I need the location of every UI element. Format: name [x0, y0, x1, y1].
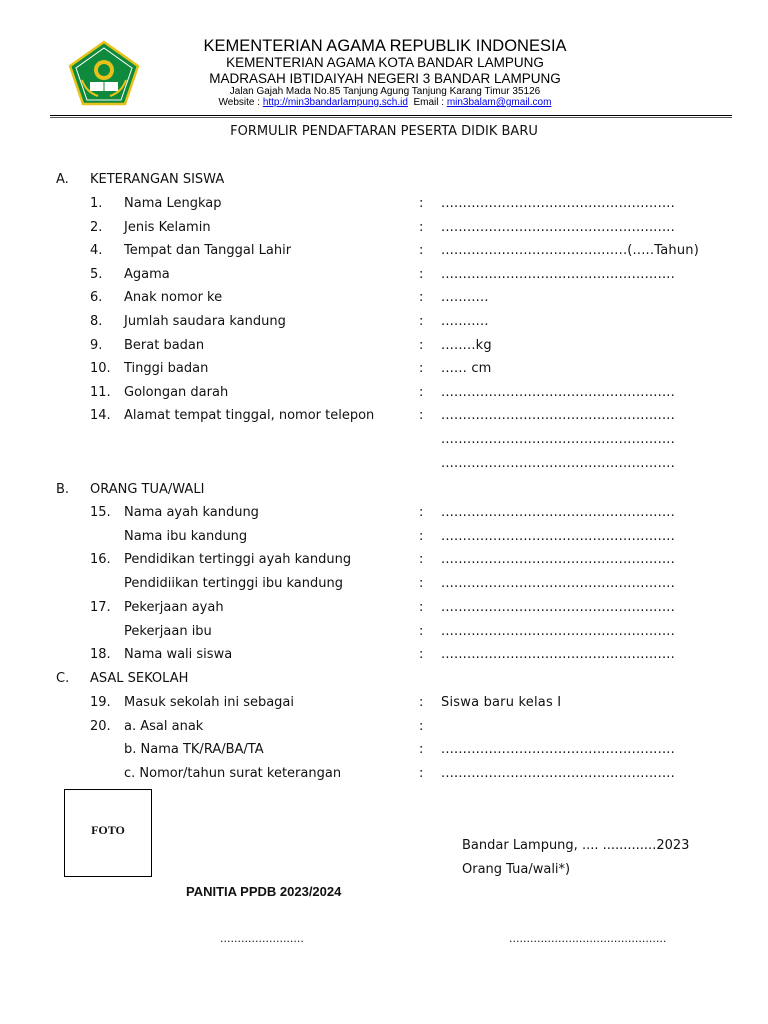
field-label: a. Asal anak [124, 718, 204, 734]
section-title: ORANG TUA/WALI [90, 482, 205, 497]
field-colon: : [419, 243, 424, 259]
email-link[interactable]: min3balam@gmail.com [446, 97, 552, 108]
field-value[interactable]: ...................................................... [441, 384, 675, 400]
field-value[interactable]: ...................................................... [441, 266, 675, 282]
form-field-row [0, 600, 768, 620]
field-label: Jenis Kelamin [124, 219, 211, 235]
website-label: Website : [218, 97, 263, 108]
field-value[interactable]: ........kg [441, 337, 492, 353]
field-value[interactable]: ...................................................... [441, 623, 675, 639]
field-value[interactable]: ...................................................... [441, 408, 675, 424]
photo-label: FOTO [91, 823, 125, 837]
field-colon: : [419, 623, 424, 639]
field-colon: : [419, 219, 424, 235]
field-colon: : [419, 718, 424, 734]
field-colon: : [419, 528, 424, 544]
header-divider [50, 115, 732, 116]
form-field-row [0, 338, 768, 358]
form-field-row [0, 290, 768, 310]
field-value[interactable]: ...................................................... [441, 196, 675, 211]
website-link[interactable]: http://min3bandarlampung.sch.id [262, 97, 408, 108]
field-label: Nama Lengkap [124, 196, 222, 211]
form-field-row [0, 719, 768, 739]
signature-place-date: Bandar Lampung, .... .............2023 [462, 838, 690, 853]
form-field-row [0, 742, 768, 762]
field-colon: : [419, 742, 424, 758]
form-field-row [0, 432, 768, 452]
email-label: Email : [407, 97, 447, 108]
header-ministry-city: KEMENTERIAN AGAMA KOTA BANDAR LAMPUNG [226, 55, 544, 70]
field-number: 14. [90, 408, 111, 424]
section-letter: C. [56, 671, 70, 686]
form-field-row [0, 314, 768, 334]
header-school-name: MADRASAH IBTIDAIYAH NEGERI 3 BANDAR LAMPUNG [209, 71, 561, 86]
field-colon: : [419, 647, 424, 663]
field-number: 18. [90, 647, 111, 663]
field-number: 17. [90, 599, 111, 615]
field-value[interactable]: ...................................................... [441, 505, 675, 520]
field-label: Pekerjaan ibu [124, 623, 212, 639]
field-label: Alamat tempat tinggal, nomor telepon [124, 408, 375, 424]
field-number: 4. [90, 243, 103, 259]
field-label: Pendidiikan tertinggi ibu kandung [124, 576, 343, 592]
field-colon: : [419, 384, 424, 400]
field-number: 5. [90, 266, 103, 282]
field-number: 6. [90, 290, 103, 306]
field-label: b. Nama TK/RA/BA/TA [124, 742, 264, 758]
field-colon: : [419, 290, 424, 306]
field-number: 11. [90, 384, 111, 400]
field-value[interactable]: ...................................................... [441, 647, 675, 663]
header-address: Jalan Gajah Mada No.85 Tanjung Agung Tanjung Karang Timur 35126 [229, 86, 541, 97]
field-value[interactable]: ...................................................... [441, 766, 675, 782]
form-field-row [0, 529, 768, 549]
committee-label: PANITIA PPDB 2023/2024 [186, 884, 342, 899]
field-value[interactable]: ...... cm [441, 361, 492, 377]
field-label: Tempat dan Tanggal Lahir [124, 243, 292, 259]
field-colon: : [419, 408, 424, 424]
committee-signature-line: ........................ [220, 932, 304, 945]
section-title: KETERANGAN SISWA [90, 172, 225, 187]
form-field-row [0, 695, 768, 715]
field-number: 2. [90, 219, 103, 235]
field-label: Anak nomor ke [124, 290, 223, 306]
form-field-row [0, 505, 768, 525]
section-c-heading [0, 671, 768, 691]
form-field-row [0, 385, 768, 405]
kemenag-logo-icon [68, 40, 140, 106]
field-label: Masuk sekolah ini sebagai [124, 695, 295, 710]
header-contact [180, 97, 590, 108]
form-field-row [0, 408, 768, 428]
section-letter: B. [56, 482, 70, 497]
header-divider-thin [50, 117, 732, 118]
form-field-row [0, 576, 768, 596]
field-number: 15. [90, 505, 111, 520]
field-value[interactable]: ...................................................... [441, 599, 675, 615]
field-colon: : [419, 196, 424, 211]
field-value[interactable]: ........... [441, 290, 489, 306]
field-value[interactable]: ...................................................... [441, 528, 675, 544]
field-value[interactable]: Siswa baru kelas I [441, 695, 562, 710]
field-number: 10. [90, 361, 111, 377]
field-colon: : [419, 576, 424, 592]
field-number: 9. [90, 337, 103, 353]
form-field-row [0, 647, 768, 667]
field-label: Pendidikan tertinggi ayah kandung [124, 552, 352, 568]
field-value[interactable]: ...................................................... [441, 576, 675, 592]
form-field-row [0, 624, 768, 644]
form-field-row [0, 243, 768, 263]
section-letter: A. [56, 172, 69, 187]
field-number: 16. [90, 552, 111, 568]
field-label: c. Nomor/tahun surat keterangan [124, 766, 342, 782]
field-colon: : [419, 695, 424, 710]
form-title: FORMULIR PENDAFTARAN PESERTA DIDIK BARU [230, 124, 538, 139]
field-colon: : [419, 314, 424, 329]
field-label: Nama ibu kandung [124, 528, 248, 544]
field-value[interactable]: ...................................................... [441, 742, 675, 758]
parent-signature-line: ............................................. [509, 932, 667, 945]
form-field-row [0, 361, 768, 381]
form-field-row [0, 552, 768, 572]
field-value[interactable]: ...................................................... [441, 432, 675, 447]
field-label: Berat badan [124, 337, 205, 353]
field-label: Nama wali siswa [124, 647, 233, 663]
header-ministry-national: KEMENTERIAN AGAMA REPUBLIK INDONESIA [203, 37, 567, 55]
form-field-row [0, 766, 768, 786]
field-colon: : [419, 337, 424, 353]
field-label: Jumlah saudara kandung [124, 314, 286, 329]
field-value[interactable]: ...................................................... [441, 219, 675, 235]
field-label: Nama ayah kandung [124, 505, 259, 520]
section-title: ASAL SEKOLAH [90, 671, 189, 686]
field-number: 1. [90, 196, 103, 211]
field-colon: : [419, 552, 424, 568]
field-number: 20. [90, 718, 111, 734]
field-value[interactable]: ...................................................... [441, 455, 675, 471]
field-label: Agama [124, 266, 170, 282]
field-number: 8. [90, 314, 103, 329]
field-colon: : [419, 361, 424, 377]
form-field-row [0, 267, 768, 287]
field-value[interactable]: ........... [441, 314, 489, 329]
field-colon: : [419, 505, 424, 520]
field-colon: : [419, 266, 424, 282]
section-b-heading [0, 482, 768, 502]
form-field-row [0, 456, 768, 476]
field-value[interactable]: ...........................................(.....Tahun) [441, 243, 699, 259]
field-label: Golongan darah [124, 384, 229, 400]
signature-role: Orang Tua/wali*) [462, 862, 571, 877]
field-colon: : [419, 599, 424, 615]
field-value[interactable]: ...................................................... [441, 552, 675, 568]
field-label: Pekerjaan ayah [124, 599, 224, 615]
form-field-row [0, 196, 768, 216]
photo-box [64, 789, 152, 877]
field-colon: : [419, 766, 424, 782]
form-field-row [0, 220, 768, 240]
field-label: Tinggi badan [124, 361, 209, 377]
field-number: 19. [90, 695, 111, 710]
section-a-heading [0, 172, 768, 192]
